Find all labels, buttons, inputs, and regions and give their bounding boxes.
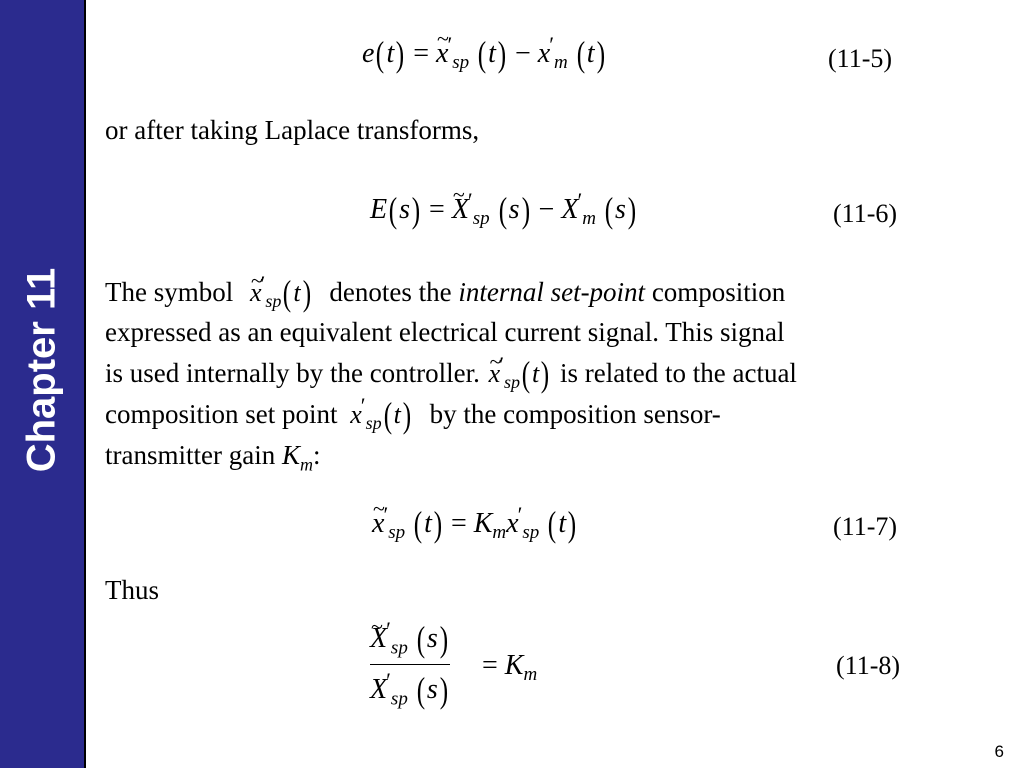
paragraph-thus: Thus <box>105 575 159 605</box>
gain-subscript: m <box>299 454 313 475</box>
emphasis-text: internal set-point <box>458 277 646 307</box>
fraction-denominator: $X'_{sp}$ (s) <box>370 668 448 710</box>
text-run: denotes the <box>329 277 452 307</box>
fraction-numerator: ~ $X'_{sp}$ (s) <box>370 618 450 660</box>
equation-11-8-fraction <box>370 618 450 711</box>
sidebar <box>0 0 86 768</box>
text-run: composition set point <box>105 399 338 429</box>
gain-symbol: K <box>281 440 300 470</box>
equation-11-8-rhs: = $K_m$ <box>482 650 538 685</box>
paragraph-line <box>105 435 320 485</box>
page-number: 6 <box>994 742 1004 761</box>
inline-math-symbol: $x'_{sp}(t)$ <box>350 393 412 435</box>
text-run: The symbol <box>105 277 234 307</box>
equation-number: (11-5) <box>828 44 893 73</box>
equation-number: (11-8) <box>836 651 901 680</box>
inline-math-symbol: ~ $x'_{sp}(t)$ <box>250 273 313 322</box>
paragraph-line: expressed as an equivalent electrical current signal. This signal <box>105 317 785 347</box>
chapter-label: Chapter 11 <box>19 267 64 473</box>
equation-number: (11-7) <box>833 512 898 541</box>
equation-number: (11-6) <box>833 199 898 228</box>
text-run: is used internally by the controller. <box>105 358 480 388</box>
text-run: : <box>312 440 321 470</box>
inline-math-symbol: ~ $x'_{sp}(t)$ <box>489 354 552 403</box>
paragraph-intro: or after taking Laplace transforms, <box>105 115 480 145</box>
equation-11-6: E(s) = ~ $X'_{sp}$ $(s) - X'_m$ (s) <box>370 196 638 225</box>
text-run: composition <box>651 277 786 307</box>
equation-11-5: e(t) = ~ $x'_{sp}$ $(t) - x'_m$ (t) <box>362 40 607 69</box>
text-run: transmitter gain <box>105 440 276 470</box>
text-run: is related to the actual <box>560 358 797 388</box>
fraction-bar <box>370 664 450 665</box>
equation-11-7: ~ $x'_{sp}$ $(t) = K_mx'_{sp}$ (t) <box>372 510 578 539</box>
text-run: by the composition sensor- <box>429 399 721 429</box>
